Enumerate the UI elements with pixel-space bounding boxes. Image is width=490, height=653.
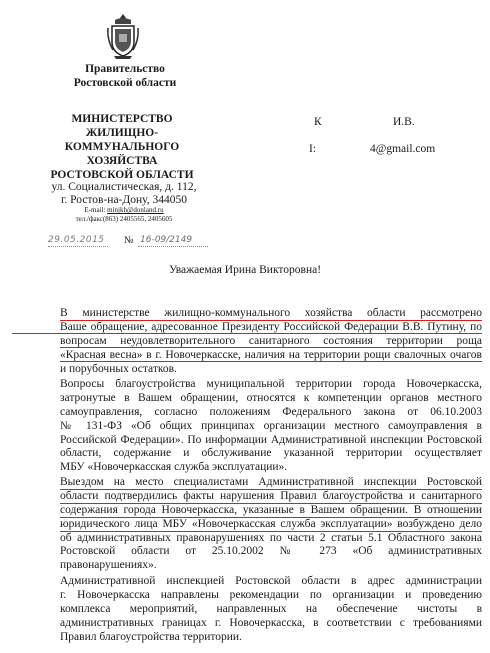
ministry-line: РОСТОВСКОЙ ОБЛАСТИ: [50, 169, 194, 181]
paragraph-line: В министерстве жилищно-коммунального хозяйства области рассмотрено: [60, 307, 482, 319]
paragraph-line: вопросам неудовлетворительного санитарного состояния территории роща: [60, 334, 482, 347]
date-underline: [48, 246, 108, 247]
paragraph-line: «Красная весна» в г. Новочеркасске, наличия на территории рощи свалочных очагов: [60, 348, 482, 361]
paragraph-line: и порубочных остатков.: [60, 362, 177, 375]
registration-line: [48, 234, 218, 248]
paragraph-line: юридического лица МБУ «Новочеркасская служба эксплуатации» возбуждено дело: [60, 517, 482, 530]
number-underline: [138, 246, 208, 247]
paragraph-line: комплекса мероприятий, направленных на обеспечение чистоты в: [60, 602, 482, 615]
paragraph-line: № 131-ФЗ «Об общих принципах организации местного самоуправления в: [60, 419, 482, 432]
paragraph-line: правонарушениях».: [60, 559, 157, 572]
ministry-address: [44, 181, 204, 207]
red-underline: [60, 320, 482, 321]
paragraph-3: [60, 476, 482, 573]
number-sign: №: [124, 235, 134, 246]
ministry-line: ЖИЛИЩНО-КОММУНАЛЬНОГО: [64, 127, 180, 153]
paragraph-line: МБУ «Новочеркасская служба эксплуатации».: [60, 461, 288, 474]
paragraph-line: Правил благоустройства территории.: [60, 630, 242, 643]
red-underline: [60, 361, 482, 362]
recipient-email: 4@gmail.com: [370, 143, 436, 155]
government-line: Ростовской области: [73, 77, 177, 89]
paragraph-line: Выездом на место специалистами Административной инспекции Ростовской: [60, 476, 482, 488]
red-underline: [60, 531, 482, 532]
paragraph-1: [60, 307, 482, 376]
address-line: ул. Социалистическая, д. 112,: [51, 181, 197, 193]
recipient-address-start: I:: [309, 143, 317, 155]
paragraph-line: Вопросы благоустройства муниципальной территории города Новочеркасска,: [60, 378, 482, 390]
ministry-heading: [36, 112, 208, 182]
paragraph-line: содержания города Новочеркасска, указанные в Вашем обращении. В отношении: [60, 503, 482, 516]
paragraph-line: Административной инспекцией Ростовской области в адрес администрации: [60, 575, 482, 587]
paragraph-line: области подтвердились факты нарушения Правил благоустройства и санитарного: [60, 489, 482, 502]
paragraph-line: административных границах г. Новочеркасска, в соответствии с требованиями: [60, 616, 482, 629]
coat-of-arms-icon: [106, 12, 140, 60]
paragraph-line: самоуправления, согласно положениям Федерального закона от 06.10.2003: [60, 405, 482, 418]
email-line: [44, 206, 204, 215]
recipient-surname: К: [314, 116, 322, 128]
email-label: E-mail:: [84, 206, 108, 214]
paragraph-line: об административных правонарушениях по части 2 статьи 5.1 Областного закона: [60, 531, 482, 544]
phone-line: тел./факс(863) 2405565, 2405605: [75, 215, 173, 223]
email-link[interactable]: minjkh@donland.ru: [107, 206, 164, 214]
paragraph-line: Ростовской области от 25.10.2002 № 273 «Об административных: [60, 545, 482, 558]
address-line: г. Ростов-на-Дону, 344050: [61, 194, 187, 206]
paragraph-line: затронутые в Вашем обращении, относятся к компетенции органов местного: [60, 391, 482, 404]
paragraph-line: Ваше обращение, адресованное Президенту Российской Федерации В.В. Путину, по: [60, 320, 482, 333]
paragraph-4: [60, 575, 482, 644]
ministry-contacts: [44, 206, 204, 224]
paragraph-2: [60, 378, 482, 475]
red-underline: [60, 503, 482, 504]
paragraph-line: Российской Федерации». По информации Административной инспекции Ростовской: [60, 433, 482, 446]
government-line: Правительство: [85, 63, 165, 75]
registration-date: 29.05.2015: [48, 235, 105, 245]
registration-number: 16-09/2149: [140, 235, 193, 245]
greeting: Уважаемая Ирина Викторовна!: [168, 264, 322, 276]
paragraph-line: г. Новочеркасска направлены рекомендации по организации и проведению: [60, 588, 482, 601]
ministry-line: ХОЗЯЙСТВА: [86, 155, 158, 167]
red-underline: [60, 347, 482, 348]
ministry-line: МИНИСТЕРСТВО: [71, 113, 173, 125]
red-underline: [12, 333, 482, 334]
recipient-initials: И.В.: [393, 116, 415, 128]
government-heading: [60, 62, 190, 90]
paragraph-line: области, содержание и обслуживание указанной территории осуществляет: [60, 447, 482, 460]
red-underline: [60, 489, 482, 490]
red-underline: [60, 517, 482, 518]
